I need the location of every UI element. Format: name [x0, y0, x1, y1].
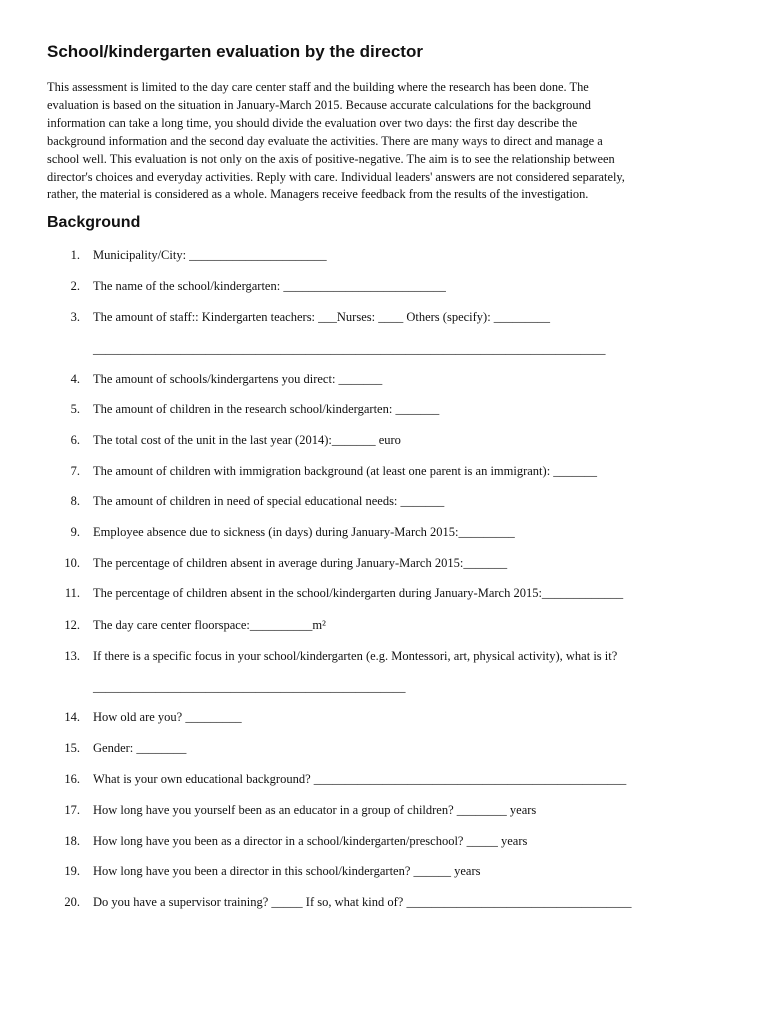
question-number: 20.	[64, 895, 80, 909]
question-number: 1.	[70, 248, 80, 262]
intro-line: evaluation is based on the situation in January-March 2015. Because accurate calculations for the background	[47, 97, 591, 112]
question-text: The amount of children with immigration background (at least one parent is an immigrant): _______	[93, 464, 598, 478]
question-item	[0, 739, 770, 757]
question-number: 17.	[64, 803, 80, 817]
question-text: The amount of children in need of special educational needs: _______	[93, 494, 445, 508]
question-text: The amount of schools/kindergartens you direct: _______	[93, 372, 383, 386]
section-heading-background: Background	[47, 214, 141, 231]
question-text: What is your own educational background? __________________________________________________	[93, 772, 627, 786]
intro-line: director's choices and everyday activities. Reply with care. Individual leaders' answers are not considered separately,	[47, 169, 625, 184]
intro-line: information can take a long time, you should divide the evaluation over two days: the first day describe the	[47, 115, 578, 130]
question-text: The percentage of children absent in the school/kindergarten during January-March 2015:_____________	[93, 586, 624, 600]
question-item	[0, 554, 770, 572]
question-item	[0, 523, 770, 541]
question-text: If there is a specific focus in your school/kindergarten (e.g. Montessori, art, physical activity), what is it?	[93, 649, 618, 663]
answer-line: __________________________________________________________________________________	[93, 342, 606, 356]
question-text: How long have you been as a director in a school/kindergarten/preschool? _____ years	[93, 834, 528, 848]
question-number: 11.	[64, 586, 80, 600]
question-text: The total cost of the unit in the last year (2014):_______ euro	[93, 433, 401, 447]
question-number: 2.	[70, 279, 80, 293]
question-item	[0, 616, 770, 634]
question-item	[0, 584, 770, 602]
question-item	[0, 277, 770, 295]
question-number: 14.	[64, 710, 80, 724]
question-item	[0, 770, 770, 788]
intro-line: background information and the second day evaluate the activities. There are many ways to direct and manage a	[47, 133, 603, 148]
question-text: The name of the school/kindergarten: __________________________	[93, 279, 446, 293]
question-item	[0, 462, 770, 480]
intro-line: rather, the material is considered as a whole. Managers receive feedback from the results of the investigation.	[47, 187, 589, 202]
question-item	[0, 801, 770, 819]
question-item	[0, 862, 770, 880]
question-item	[0, 893, 770, 911]
question-number: 12.	[64, 618, 80, 632]
question-text: The percentage of children absent in average during January-March 2015:_______	[93, 556, 508, 570]
question-text: The amount of staff:: Kindergarten teachers: ___Nurses: ____ Others (specify): _________	[93, 310, 551, 324]
question-text: How long have you been a director in this school/kindergarten? ______ years	[93, 864, 481, 878]
intro-line: school well. This evaluation is not only on the axis of positive-negative. The aim is to see the relationship between	[47, 151, 615, 166]
question-item	[0, 308, 770, 326]
question-text: The day care center floorspace:__________m²	[93, 618, 326, 632]
question-number: 3.	[70, 310, 80, 324]
page-title: School/kindergarten evaluation by the director	[47, 42, 423, 61]
question-text: Employee absence due to sickness (in days) during January-March 2015:_________	[93, 525, 515, 539]
question-item	[0, 832, 770, 850]
question-number: 4.	[70, 372, 80, 386]
question-item	[0, 400, 770, 418]
question-number: 8.	[70, 494, 80, 508]
question-text: How old are you? _________	[93, 710, 242, 724]
answer-line: __________________________________________________	[93, 680, 406, 694]
question-number: 19.	[64, 864, 80, 878]
question-item	[0, 647, 770, 665]
question-item	[0, 431, 770, 449]
question-number: 6.	[70, 433, 80, 447]
question-item	[0, 708, 770, 726]
question-number: 15.	[64, 741, 80, 755]
intro-line: This assessment is limited to the day care center staff and the building where the research has been done. The	[47, 80, 589, 94]
question-number: 16.	[64, 772, 80, 786]
question-number: 5.	[70, 402, 80, 416]
question-item	[0, 370, 770, 388]
question-number: 10.	[64, 556, 80, 570]
question-text: Do you have a supervisor training? _____ If so, what kind of? ____________________________________	[93, 895, 632, 909]
question-text: How long have you yourself been as an educator in a group of children? ________ years	[93, 803, 537, 817]
question-number: 9.	[70, 525, 80, 539]
question-number: 7.	[70, 464, 80, 478]
question-text: Municipality/City: ______________________	[93, 248, 327, 262]
question-number: 18.	[64, 834, 80, 848]
question-number: 13.	[64, 649, 80, 663]
question-item	[0, 246, 770, 264]
intro-paragraph	[47, 79, 727, 204]
question-text: Gender: ________	[93, 741, 187, 755]
question-item	[0, 492, 770, 510]
question-text: The amount of children in the research school/kindergarten: _______	[93, 402, 440, 416]
